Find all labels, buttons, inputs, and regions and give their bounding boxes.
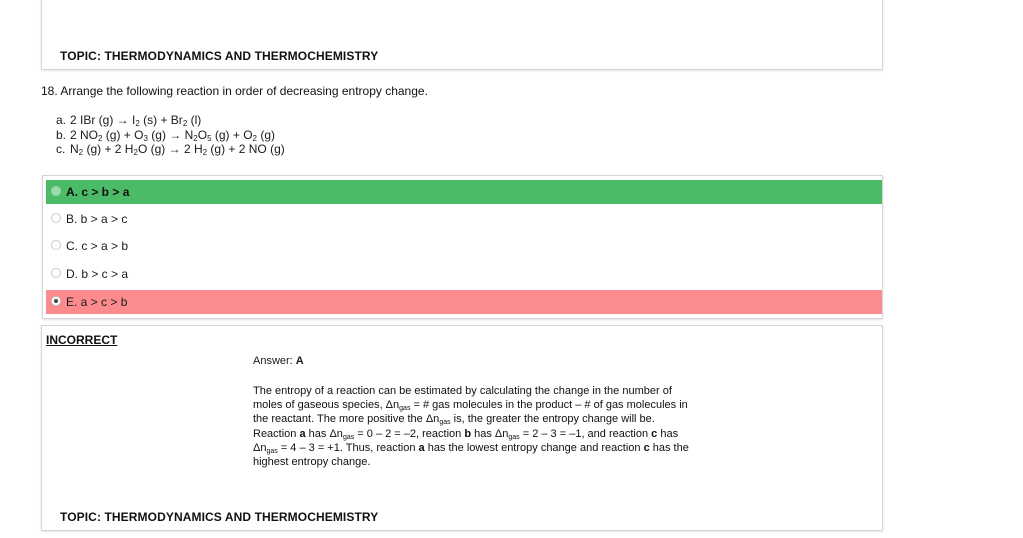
choice-c[interactable] bbox=[46, 234, 882, 258]
choice-a[interactable] bbox=[46, 180, 882, 204]
answer-choices bbox=[42, 175, 883, 319]
topic-heading: TOPIC: THERMODYNAMICS AND THERMOCHEMISTRY bbox=[60, 49, 379, 63]
reaction-c: c. $N_2$ (g) + 2 $H_2O$ (g) → 2 $H_2$ (g) + 2 NO (g) bbox=[56, 142, 285, 157]
choice-label: B. b > a > c bbox=[66, 212, 128, 226]
choice-label: A. c > b > a bbox=[66, 185, 130, 199]
reaction-list bbox=[56, 113, 285, 157]
choice-label: E. a > c > b bbox=[66, 295, 128, 309]
reaction-letter: b. bbox=[56, 127, 67, 142]
radio-button[interactable] bbox=[51, 268, 61, 278]
reaction-b: b. 2 $NO_2$ $(g) + O_3$ $(g) \to N_2O_5$ $(g) + O_2$ (g) bbox=[56, 127, 275, 143]
feedback-card bbox=[41, 325, 883, 531]
reaction-letter: a. bbox=[56, 113, 67, 127]
choice-b[interactable] bbox=[46, 207, 882, 231]
radio-button[interactable] bbox=[51, 186, 61, 196]
result-status: INCORRECT bbox=[46, 333, 118, 347]
topic-heading: TOPIC: THERMODYNAMICS AND THERMOCHEMISTRY bbox=[60, 510, 379, 524]
answer-line: Answer: A bbox=[253, 355, 304, 367]
previous-question-card bbox=[41, 0, 883, 70]
choice-e[interactable] bbox=[46, 290, 882, 314]
question-text: 18. Arrange the following reaction in order of decreasing entropy change. bbox=[41, 84, 428, 98]
answer-value: A bbox=[295, 355, 304, 367]
explanation-text: The entropy of a reaction can be estimated by calculating the change in the number of moles of gaseous species, $\Delta n_{gas}$ = # gas molecules in the product – # of gas molecules in the reactant. The more positive the $\Delta n_{gas}$ is, the greater the entropy change will be. Reaction a has $\Delta n_{gas} = 0 - 2 = -2$, reaction b has $\Delta n_{gas} = 2 - 3 = -1$, and reaction c has $\Delta n_{gas} = 4 - 3 = +1$. Thus, reaction a has the lowest entropy change and reaction c has the highest entropy change. bbox=[253, 385, 689, 469]
reaction-letter: c. bbox=[56, 142, 66, 156]
reaction-a: a. 2 IBr $(g) \to I_2$ $(s) + Br_2$ (l) bbox=[56, 113, 202, 128]
choice-label: C. c > a > b bbox=[66, 239, 129, 253]
radio-button[interactable] bbox=[51, 240, 61, 250]
choice-d[interactable] bbox=[46, 262, 882, 286]
radio-button[interactable] bbox=[51, 213, 61, 223]
choice-label: D. b > c > a bbox=[66, 267, 129, 281]
radio-button[interactable] bbox=[51, 296, 61, 306]
